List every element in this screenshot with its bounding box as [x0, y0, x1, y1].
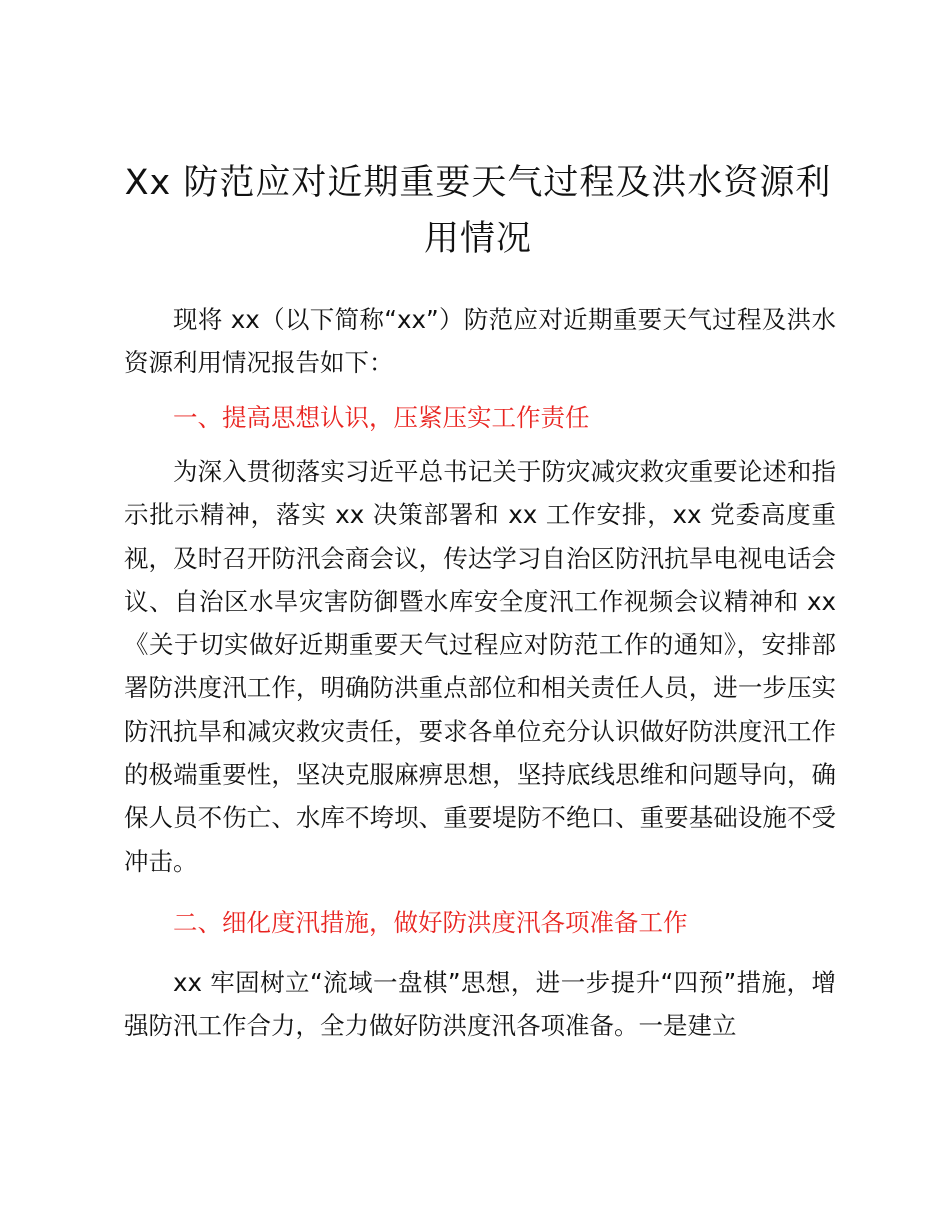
- document-title: Xx 防范应对近期重要天气过程及洪水资源利用情况: [124, 163, 832, 259]
- section-heading-1: 一、提高思想认识，压紧压实工作责任: [173, 403, 590, 432]
- section-body-2: xx 牢固树立“流域一盘棋”思想，进一步提升“四预”措施，增强防汛工作合力，全力做好防洪度汛各项准备。一是建立: [124, 968, 836, 1041]
- section-heading-2: 二、细化度汛措施，做好防洪度汛各项准备工作: [173, 908, 688, 937]
- intro-paragraph: 现将 xx（以下简称“xx”）防范应对近期重要天气过程及洪水资源利用情况报告如下：: [124, 305, 836, 378]
- section-body-1: 为深入贯彻落实习近平总书记关于防灾减灾救灾重要论述和指示批示精神，落实 xx 决策部署和 xx 工作安排，xx 党委高度重视，及时召开防汛会商会议，传达学习自治区防汛抗旱电视电话会议、自治区水旱灾害防御暨水库安全度汛工作视频会议精神和 xx《关于切实做好近期重要天气过程应对防范工作的通知》，安排部署防洪度汛工作，明确防洪重点部位和相关责任人员，进一步压实防汛抗旱和减灾救灾责任，要求各单位充分认识做好防洪度汛工作的极端重要性，坚决克服麻痹思想，坚持底线思维和问题导向，确保人员不伤亡、水库不垮坝、重要堤防不绝口、重要基础设施不受冲击。: [124, 457, 836, 876]
